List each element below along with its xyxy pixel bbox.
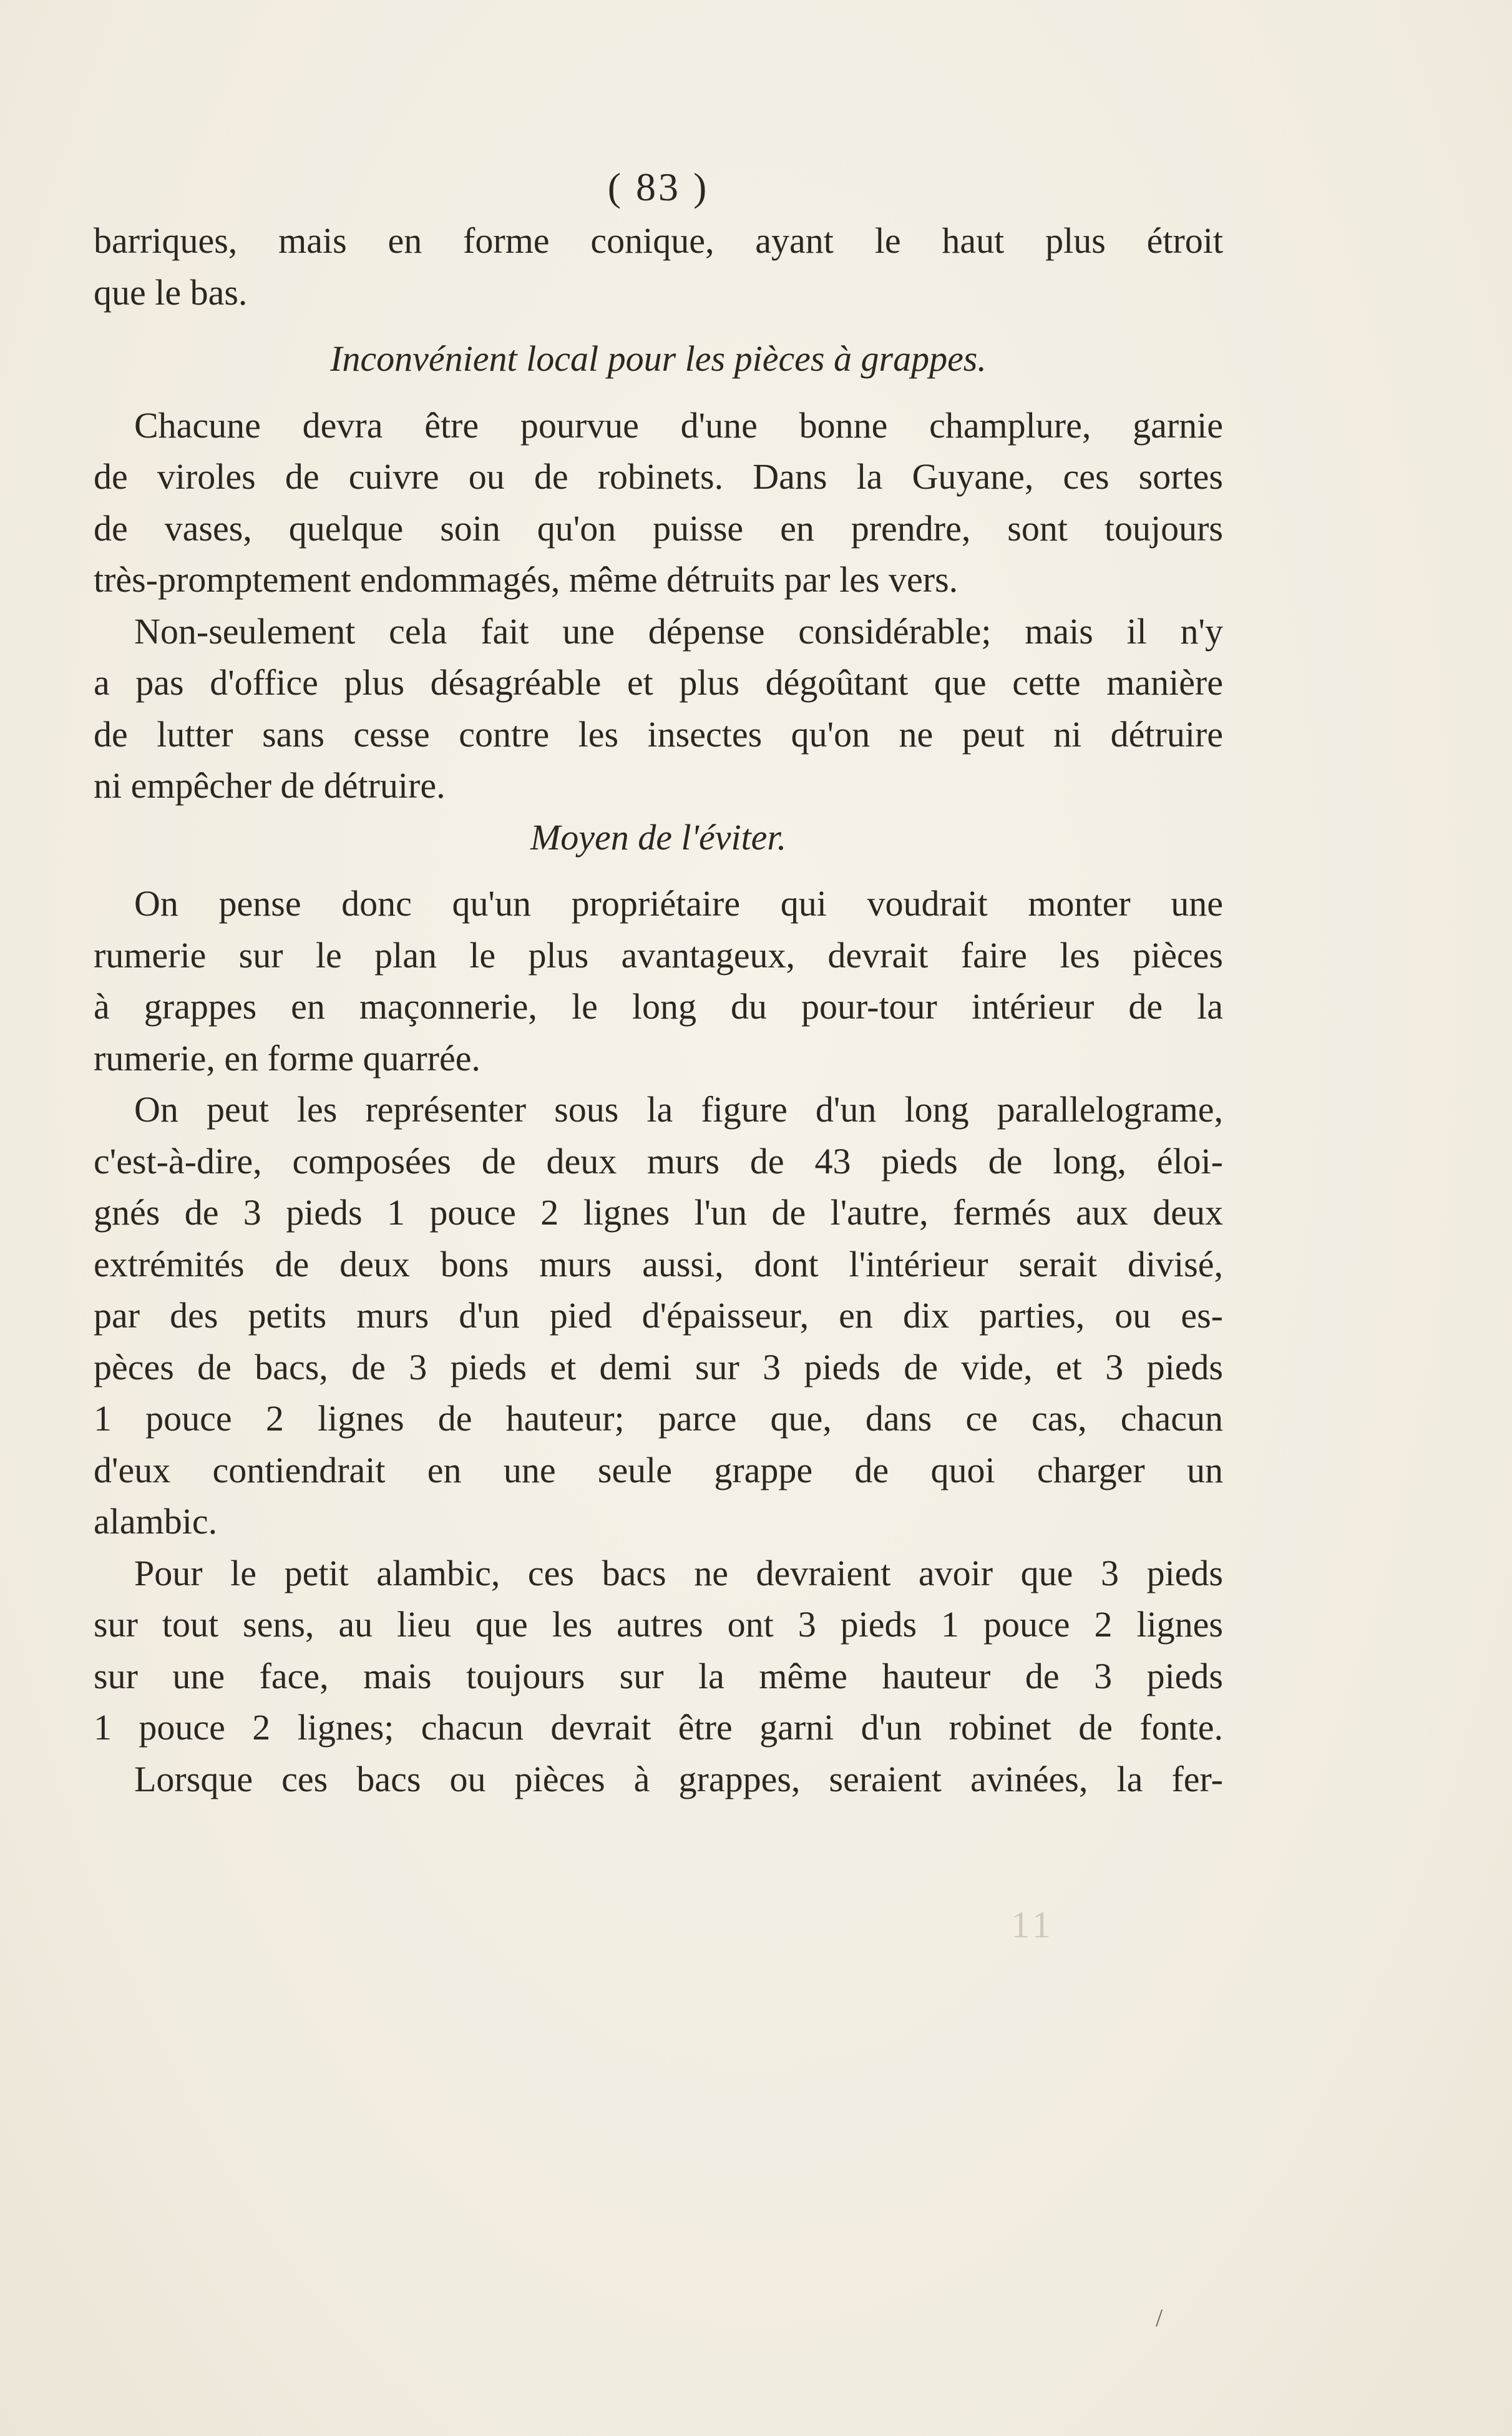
- spacer: [94, 318, 1223, 333]
- text-line: de lutter sans cesse contre les insectes qu'on ne peut ni détruire: [94, 713, 1223, 755]
- text-line: On pense donc qu'un propriétaire qui voudrait monter une: [134, 883, 1223, 924]
- text-line: très-promptement endommagés, même détruits par les vers.: [94, 559, 958, 600]
- text-line: d'eux contiendrait en une seule grappe de quoi charger un: [94, 1449, 1223, 1490]
- section-heading: Inconvénient local pour les pièces à grappes.: [330, 338, 987, 379]
- text-line: Pour le petit alambic, ces bacs ne devraient avoir que 3 pieds: [134, 1552, 1223, 1593]
- text-line: rumerie, en forme quarrée.: [94, 1037, 480, 1079]
- text-line: 1 pouce 2 lignes de hauteur; parce que, dans ce cas, chacun: [94, 1398, 1223, 1439]
- text-line: pèces de bacs, de 3 pieds et demi sur 3 pieds de vide, et 3 pieds: [94, 1346, 1223, 1387]
- text-line: à grappes en maçonnerie, le long du pour-tour intérieur de la: [94, 986, 1223, 1027]
- text-line: gnés de 3 pieds 1 pouce 2 lignes l'un de l'autre, fermés aux deux: [94, 1192, 1223, 1233]
- text-line: On peut les représenter sous la figure d'un long parallelograme,: [134, 1089, 1223, 1130]
- text-line: ni empêcher de détruire.: [94, 765, 446, 806]
- text-line: a pas d'office plus désagréable et plus dégoûtant que cette manière: [94, 662, 1223, 703]
- text-block: [94, 159, 1223, 1805]
- text-line: de vases, quelque soin qu'on puisse en prendre, sont toujours: [94, 507, 1223, 549]
- spacer: [94, 385, 1223, 400]
- text-line: sur une face, mais toujours sur la même hauteur de 3 pieds: [94, 1655, 1223, 1696]
- text-line: rumerie sur le plan le plus avantageux, devrait faire les pièces: [94, 934, 1223, 976]
- text-line: sur tout sens, au lieu que les autres ont 3 pieds 1 pouce 2 lignes: [94, 1604, 1223, 1645]
- text-line: que le bas.: [94, 271, 248, 313]
- text-line: Non-seulement cela fait une dépense considérable; mais il n'y: [134, 610, 1223, 652]
- text-line: Lorsque ces bacs ou pièces à grappes, seraient avinées, la fer-: [134, 1758, 1223, 1799]
- text-line: de viroles de cuivre ou de robinets. Dans la Guyane, ces sortes: [94, 456, 1223, 497]
- text-line: extrémités de deux bons murs aussi, dont l'intérieur serait divisé,: [94, 1243, 1223, 1284]
- page-number: ( 83 ): [607, 165, 710, 209]
- stray-mark: /: [1156, 2304, 1163, 2332]
- text-line: barriques, mais en forme conique, ayant le haut plus étroit: [94, 220, 1223, 261]
- text-line: c'est-à-dire, composées de deux murs de 43 pieds de long, éloi-: [94, 1140, 1223, 1181]
- section-heading: Moyen de l'éviter.: [530, 816, 787, 858]
- text-line: 1 pouce 2 lignes; chacun devrait être garni d'un robinet de fonte.: [94, 1707, 1223, 1748]
- signature-mark: 11: [1011, 1904, 1055, 1945]
- text-line: alambic.: [94, 1501, 218, 1542]
- text-line: Chacune devra être pourvue d'une bonne champlure, garnie: [134, 404, 1223, 446]
- spacer: [94, 863, 1223, 878]
- text-line: par des petits murs d'un pied d'épaisseur, en dix parties, ou es-: [94, 1295, 1223, 1336]
